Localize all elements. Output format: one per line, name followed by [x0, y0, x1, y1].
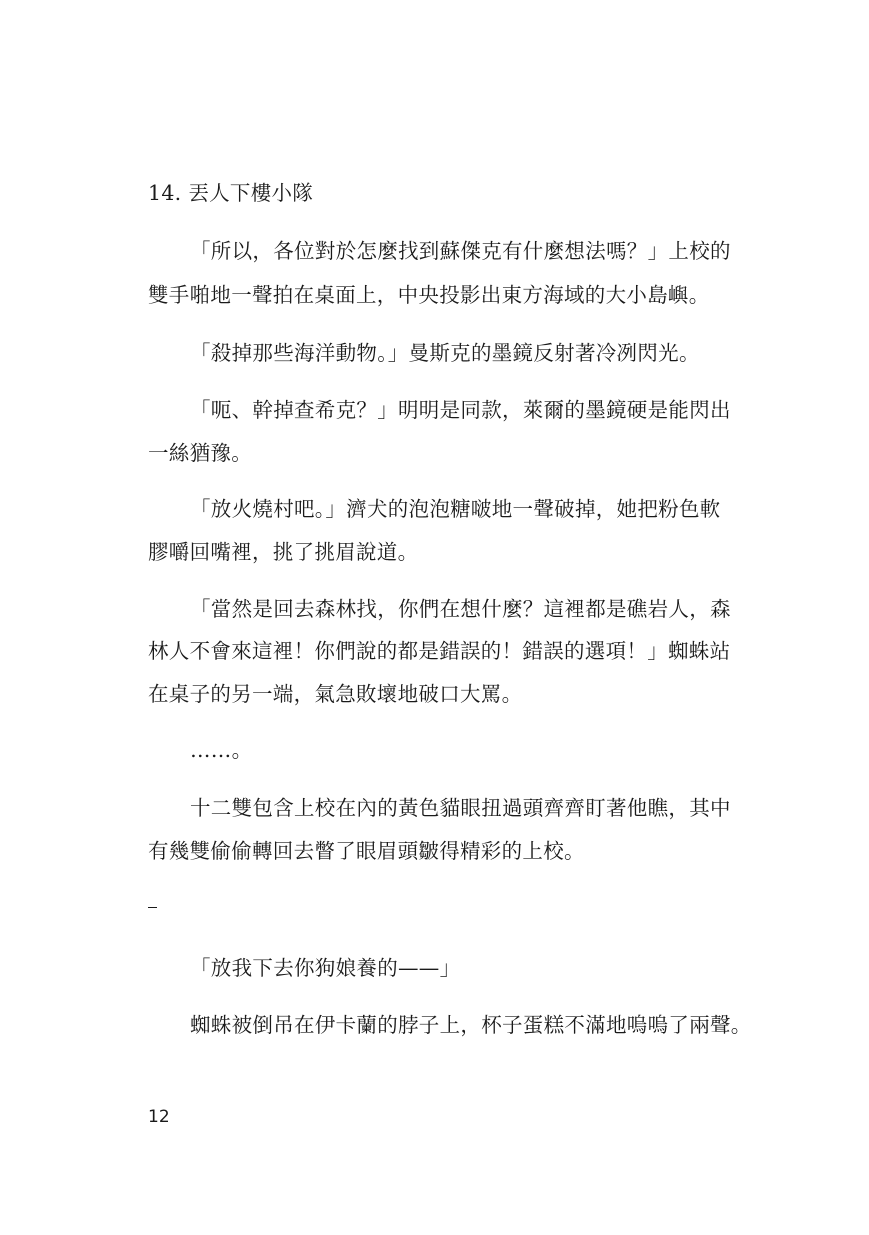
paragraph-line: 「所以，各位對於怎麼找到蘇傑克有什麼想法嗎？」上校的 [190, 239, 731, 263]
paragraph-line: 在桌子的另一端，氣急敗壞地破口大罵。 [148, 682, 523, 706]
paragraph-line: 雙手啪地一聲拍在桌面上，中央投影出東方海域的大小島嶼。 [148, 283, 710, 307]
section-separator [148, 907, 157, 908]
page-number: 12 [148, 1107, 170, 1127]
paragraph-line: 「放火燒村吧。」濟犬的泡泡糖啵地一聲破掉，她把粉色軟 [190, 497, 721, 521]
paragraph-line: 「放我下去你狗娘養的——」 [190, 956, 461, 980]
chapter-title: 14. 丟人下樓小隊 [148, 181, 314, 205]
paragraph-line: 「殺掉那些海洋動物。」曼斯克的墨鏡反射著冷冽閃光。 [190, 341, 700, 365]
paragraph-line: 一絲猶豫。 [148, 441, 252, 465]
paragraph-line: 有幾雙偷偷轉回去瞥了眼眉頭皺得精彩的上校。 [148, 839, 585, 863]
paragraph-line: 蜘蛛被倒吊在伊卡蘭的脖子上，杯子蛋糕不滿地嗚嗚了兩聲。 [190, 1013, 752, 1037]
paragraph-line: 膠嚼回嘴裡，挑了挑眉說道。 [148, 540, 419, 564]
paragraph-line: 十二雙包含上校在內的黃色貓眼扭過頭齊齊盯著他瞧，其中 [190, 796, 731, 820]
paragraph-line: 「當然是回去森林找，你們在想什麼？這裡都是礁岩人，森 [190, 597, 731, 621]
paragraph-line: ……。 [190, 738, 253, 762]
paragraph-line: 「呃、幹掉查希克？」明明是同款，萊爾的墨鏡硬是能閃出 [190, 398, 731, 422]
paragraph-line: 林人不會來這裡！你們說的都是錯誤的！錯誤的選項！」蜘蛛站 [148, 639, 731, 663]
